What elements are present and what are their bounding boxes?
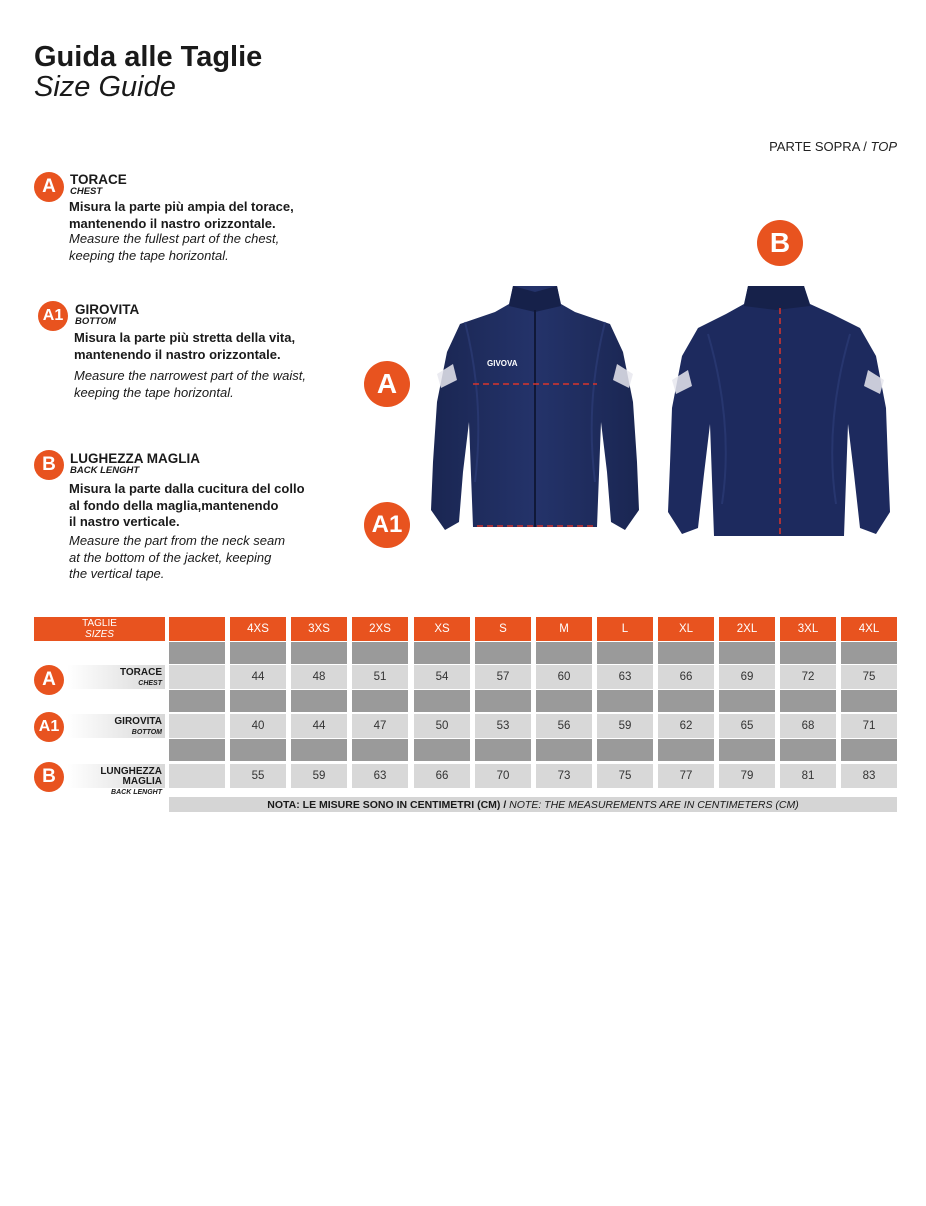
section-chest-subtitle: CHEST — [70, 186, 103, 197]
section-waist-text-it — [74, 330, 295, 363]
note-en: NOTE: THE MEASUREMENTS ARE IN CENTIMETERS (CM) — [509, 798, 799, 811]
badge-a1: A1 — [38, 301, 68, 331]
spacer-cell — [597, 642, 653, 664]
spacer-cell — [291, 739, 347, 761]
spacer-cell — [841, 690, 897, 712]
spacer-cell — [536, 690, 592, 712]
row-label-en: CHEST — [138, 680, 162, 687]
row-badge-a: A — [34, 665, 64, 695]
size-header-cell: XL — [658, 617, 714, 641]
measurement-cell: 40 — [230, 714, 286, 738]
spacer-cell — [536, 642, 592, 664]
measurement-cell: 57 — [475, 665, 531, 689]
row-label-it: TORACE — [119, 667, 162, 678]
sizes-header — [34, 617, 165, 641]
measurement-cell: 60 — [536, 665, 592, 689]
brand-logo-text: GIVOVA — [487, 359, 518, 368]
jacket-front-image — [425, 282, 645, 540]
spacer-cell — [780, 642, 836, 664]
size-header-cell: 3XS — [291, 617, 347, 641]
section-chest-title: TORACE — [70, 172, 127, 187]
spacer-cell — [780, 690, 836, 712]
blank-cell — [169, 714, 225, 738]
size-header-cell: 4XS — [230, 617, 286, 641]
size-header-cell: 2XL — [719, 617, 775, 641]
spacer-cell — [169, 642, 225, 664]
text-line: Misura la parte più ampia del torace, — [69, 199, 294, 214]
measurement-cell: 63 — [352, 764, 408, 788]
measurement-cell: 59 — [597, 714, 653, 738]
spacer-cell — [475, 642, 531, 664]
row-label-en: BOTTOM — [131, 729, 162, 736]
blank-cell — [169, 764, 225, 788]
header-blank-cell — [169, 617, 225, 641]
measurement-cell: 56 — [536, 714, 592, 738]
spacer-cell — [352, 690, 408, 712]
row-badge-b: B — [34, 762, 64, 792]
spacer-cell — [352, 642, 408, 664]
row-label-chest — [67, 665, 165, 689]
spacer-cell — [169, 690, 225, 712]
spacer-cell — [414, 690, 470, 712]
text-line: Measure the fullest part of the chest, — [69, 231, 280, 246]
page-subtitle: Size Guide — [34, 71, 176, 103]
size-header-cell: M — [536, 617, 592, 641]
section-length-subtitle: BACK LENGHT — [70, 465, 140, 476]
measurement-cell: 51 — [352, 665, 408, 689]
text-line: il nastro verticale. — [69, 514, 180, 529]
spacer-cell — [291, 690, 347, 712]
measurement-cell: 69 — [719, 665, 775, 689]
badge-back-length: B — [757, 220, 803, 266]
spacer-cell — [841, 739, 897, 761]
sizes-header-en: SIZES — [85, 629, 114, 640]
text-line: Measure the narrowest part of the waist, — [74, 368, 306, 383]
spacer-cell — [597, 739, 653, 761]
spacer-cell — [780, 739, 836, 761]
measurement-cell: 77 — [658, 764, 714, 788]
jacket-back-image — [664, 284, 894, 540]
spacer-cell — [352, 739, 408, 761]
sizes-header-it: TAGLIE — [82, 618, 117, 629]
spacer-cell — [169, 739, 225, 761]
row-label-length — [67, 764, 165, 796]
row-label-it: LUNGHEZZA MAGLIA — [100, 766, 162, 787]
note-it: NOTA: LE MISURE SONO IN CENTIMETRI (CM) / — [267, 798, 507, 811]
spacer-cell — [719, 739, 775, 761]
size-header-cell: S — [475, 617, 531, 641]
text-line: Misura la parte dalla cucitura del collo — [69, 481, 305, 496]
size-header-cell: XS — [414, 617, 470, 641]
size-header-cell: L — [597, 617, 653, 641]
measurement-cell: 71 — [841, 714, 897, 738]
text-line: at the bottom of the jacket, keeping — [69, 549, 272, 565]
measurement-cell: 62 — [658, 714, 714, 738]
text-line: Measure the part from the neck seam — [69, 533, 286, 548]
measurement-note — [169, 797, 897, 812]
section-length-title: LUGHEZZA MAGLIA — [70, 451, 200, 466]
spacer-cell — [536, 739, 592, 761]
spacer-cell — [230, 642, 286, 664]
badge-b: B — [34, 450, 64, 480]
section-waist-text-en — [74, 368, 306, 401]
text-line: mantenendo il nastro orizzontale. — [69, 215, 276, 231]
part-label-en: TOP — [870, 139, 897, 154]
section-chest-text-en — [69, 231, 279, 264]
measurement-cell: 54 — [414, 665, 470, 689]
blank-cell — [169, 665, 225, 689]
spacer-cell — [230, 739, 286, 761]
spacer-cell — [719, 642, 775, 664]
badge-front-bottom: A1 — [364, 502, 410, 548]
measurement-cell: 75 — [597, 764, 653, 788]
section-length-text-it — [69, 481, 305, 531]
spacer-cell — [475, 739, 531, 761]
measurement-cell: 55 — [230, 764, 286, 788]
spacer-cell — [230, 690, 286, 712]
measurement-cell: 75 — [841, 665, 897, 689]
badge-front-chest: A — [364, 361, 410, 407]
text-line: the vertical tape. — [69, 566, 165, 581]
part-label-it: PARTE SOPRA / — [769, 139, 867, 154]
measurement-cell: 48 — [291, 665, 347, 689]
measurement-cell: 59 — [291, 764, 347, 788]
spacer-cell — [414, 739, 470, 761]
measurement-cell: 72 — [780, 665, 836, 689]
row-label-waist — [67, 714, 165, 738]
spacer-cell — [291, 642, 347, 664]
measurement-cell: 47 — [352, 714, 408, 738]
spacer-cell — [414, 642, 470, 664]
text-line: mantenendo il nastro orizzontale. — [74, 346, 281, 362]
measurement-cell: 79 — [719, 764, 775, 788]
measurement-cell: 50 — [414, 714, 470, 738]
row-label-en: BACK LENGHT — [111, 789, 162, 796]
part-label — [769, 139, 897, 154]
page-title: Guida alle Taglie — [34, 41, 263, 73]
section-chest-text-it — [69, 199, 294, 232]
text-line: keeping the tape horizontal. — [69, 247, 229, 263]
measurement-cell: 63 — [597, 665, 653, 689]
measurement-cell: 68 — [780, 714, 836, 738]
size-header-cell: 3XL — [780, 617, 836, 641]
measurement-cell: 73 — [536, 764, 592, 788]
badge-a: A — [34, 172, 64, 202]
spacer-cell — [658, 690, 714, 712]
measurement-cell: 83 — [841, 764, 897, 788]
spacer-cell — [597, 690, 653, 712]
measurement-cell: 44 — [291, 714, 347, 738]
measurement-cell: 66 — [414, 764, 470, 788]
spacer-cell — [719, 690, 775, 712]
text-line: Misura la parte più stretta della vita, — [74, 330, 296, 345]
section-waist-title: GIROVITA — [75, 302, 140, 317]
section-length-text-en — [69, 533, 285, 583]
text-line: keeping the tape horizontal. — [74, 384, 234, 400]
measurement-cell: 66 — [658, 665, 714, 689]
text-line: al fondo della maglia,mantenendo — [69, 497, 279, 513]
size-header-cell: 4XL — [841, 617, 897, 641]
measurement-cell: 81 — [780, 764, 836, 788]
measurement-cell: 70 — [475, 764, 531, 788]
row-badge-a1: A1 — [34, 712, 64, 742]
measurement-cell: 53 — [475, 714, 531, 738]
size-header-cell: 2XS — [352, 617, 408, 641]
spacer-cell — [658, 739, 714, 761]
spacer-cell — [475, 690, 531, 712]
measurement-cell: 65 — [719, 714, 775, 738]
spacer-cell — [658, 642, 714, 664]
measurement-cell: 44 — [230, 665, 286, 689]
spacer-cell — [841, 642, 897, 664]
row-label-it: GIROVITA — [114, 716, 162, 727]
section-waist-subtitle: BOTTOM — [75, 316, 116, 327]
